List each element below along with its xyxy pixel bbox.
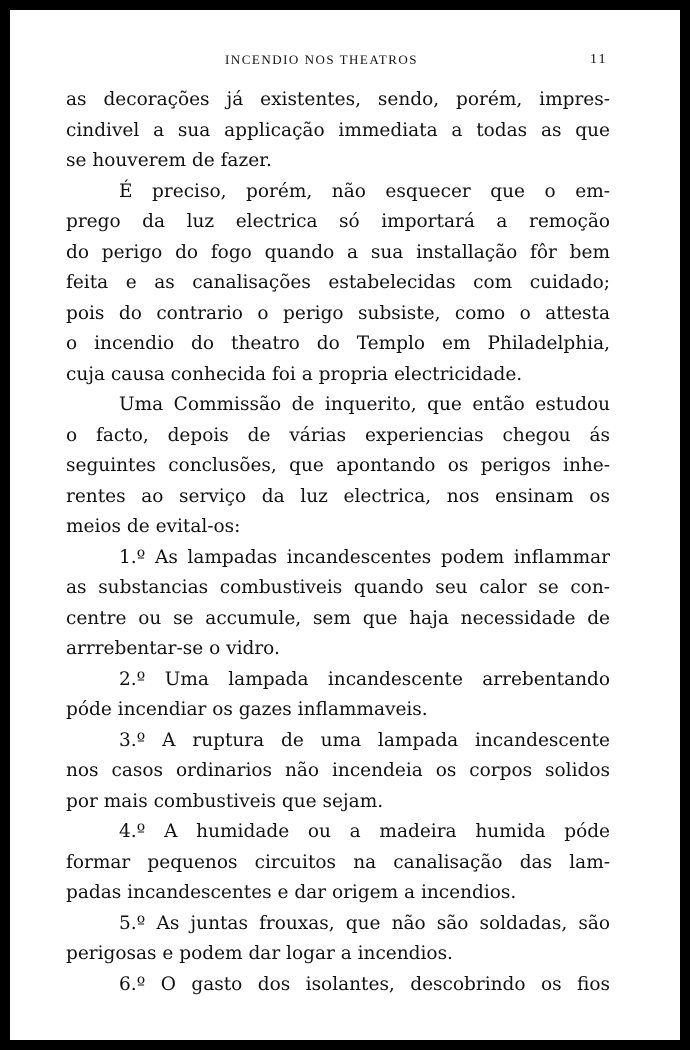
text-line: do perigo do fogo quando a sua installação fôr bem — [66, 241, 610, 263]
text-line: 6.º O gasto dos isolantes, descobrindo os fios — [119, 973, 610, 995]
text-line: o facto, depois de várias experiencias chegou ás — [66, 424, 610, 446]
text-line: 3.º A ruptura de uma lampada incandescente — [119, 729, 610, 751]
text-line: seguintes conclusões, que apontando os perigos inhe- — [66, 455, 610, 476]
text-line: prego da luz electrica só importará a remoção — [66, 211, 610, 232]
text-line: feita e as canalisações estabelecidas com cuidado; — [66, 272, 610, 293]
text-line: 1.º As lampadas incandescentes podem inflammar — [119, 546, 610, 568]
running-title: INCENDIO NOS THEATROS — [225, 52, 419, 67]
text-line: as decorações já existentes, sendo, porém, impres- — [66, 89, 610, 110]
text-line: padas incandescentes e dar origem a incendios. — [66, 882, 517, 903]
text-line: centre ou se accumule, sem que haja necessidade de — [66, 607, 610, 629]
text-line: pois do contrario o perigo subsiste, como o attesta — [66, 302, 610, 324]
text-line: 5.º As juntas frouxas, que não são soldadas, são — [119, 912, 610, 934]
text-line: Uma Commissão de inquerito, que então estudou — [119, 394, 610, 415]
body-text — [66, 85, 610, 1000]
text-line: por mais combustiveis que sejam. — [66, 790, 384, 812]
book-page — [10, 10, 680, 1040]
text-line: 2.º Uma lampada incandescente arrebentando — [119, 668, 610, 690]
text-line: arrrebentar-se o vidro. — [66, 638, 280, 659]
text-line: meios de evital-os: — [66, 516, 241, 537]
text-line: se houverem de fazer. — [66, 150, 272, 171]
text-line: 4.º A humidade ou a madeira humida póde — [119, 821, 610, 842]
text-line: rentes ao serviço da luz electrica, nos ensinam os — [66, 485, 610, 507]
page-header — [10, 52, 680, 72]
text-line: cindivel a sua applicação immediata a todas as que — [66, 119, 610, 141]
text-line: É preciso, porém, não esquecer que o em- — [119, 180, 610, 202]
text-line: o incendio do theatro do Templo em Philadelphia, — [66, 333, 610, 354]
text-line: perigosas e podem dar logar a incendios. — [66, 943, 453, 964]
text-line: formar pequenos circuitos na canalisação das lam- — [66, 851, 610, 873]
text-line: cuja causa conhecida foi a propria electricidade. — [66, 363, 523, 385]
page-number: 11 — [590, 52, 608, 67]
text-line: as substancias combustiveis quando seu calor se con- — [66, 577, 610, 598]
text-line: nos casos ordinarios não incendeia os corpos solidos — [66, 760, 610, 781]
text-line: póde incendiar os gazes inflammaveis. — [66, 699, 428, 720]
